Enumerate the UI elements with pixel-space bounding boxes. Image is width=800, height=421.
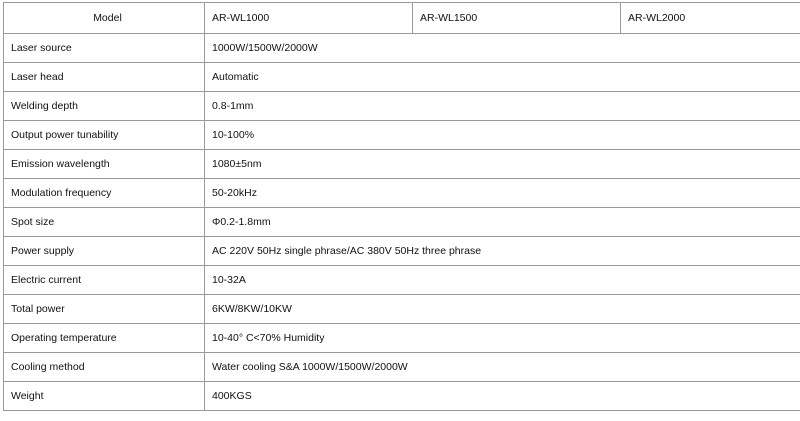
- parameter-name: Power supply: [4, 237, 205, 266]
- parameter-value: 400KGS: [205, 382, 800, 411]
- parameter-value: Φ0.2-1.8mm: [205, 208, 800, 237]
- table-body: [4, 3, 800, 411]
- table-header-row: [4, 3, 800, 34]
- parameter-value: 1000W/1500W/2000W: [205, 34, 800, 63]
- table-row: [4, 208, 800, 237]
- model-header-ar-wl1500: AR-WL1500: [413, 3, 621, 34]
- parameter-name: Output power tunability: [4, 121, 205, 150]
- table-row: [4, 34, 800, 63]
- table-row: [4, 179, 800, 208]
- parameter-value: 50-20kHz: [205, 179, 800, 208]
- parameter-name: Emission wavelength: [4, 150, 205, 179]
- parameter-value: AC 220V 50Hz single phrase/AC 380V 50Hz three phrase: [205, 237, 800, 266]
- specification-table-container: [0, 2, 800, 421]
- model-header-label: Model: [4, 3, 205, 34]
- model-header-ar-wl1000: AR-WL1000: [205, 3, 413, 34]
- parameter-name: Operating temperature: [4, 324, 205, 353]
- table-row: [4, 266, 800, 295]
- table-row: [4, 92, 800, 121]
- specification-table: [3, 2, 800, 411]
- parameter-name: Modulation frequency: [4, 179, 205, 208]
- parameter-value: 0.8-1mm: [205, 92, 800, 121]
- parameter-value: 1080±5nm: [205, 150, 800, 179]
- table-row: [4, 324, 800, 353]
- model-header-ar-wl2000: AR-WL2000: [621, 3, 800, 34]
- table-row: [4, 353, 800, 382]
- parameter-name: Spot size: [4, 208, 205, 237]
- parameter-name: Cooling method: [4, 353, 205, 382]
- table-row: [4, 63, 800, 92]
- parameter-value: Water cooling S&A 1000W/1500W/2000W: [205, 353, 800, 382]
- parameter-name: Electric current: [4, 266, 205, 295]
- parameter-name: Laser head: [4, 63, 205, 92]
- table-row: [4, 121, 800, 150]
- parameter-name: Total power: [4, 295, 205, 324]
- parameter-value: 6KW/8KW/10KW: [205, 295, 800, 324]
- table-row: [4, 150, 800, 179]
- parameter-value: Automatic: [205, 63, 800, 92]
- table-row: [4, 237, 800, 266]
- parameter-value: 10-40° C<70% Humidity: [205, 324, 800, 353]
- parameter-value: 10-32A: [205, 266, 800, 295]
- parameter-value: 10-100%: [205, 121, 800, 150]
- table-row: [4, 382, 800, 411]
- parameter-name: Welding depth: [4, 92, 205, 121]
- parameter-name: Laser source: [4, 34, 205, 63]
- table-row: [4, 295, 800, 324]
- parameter-name: Weight: [4, 382, 205, 411]
